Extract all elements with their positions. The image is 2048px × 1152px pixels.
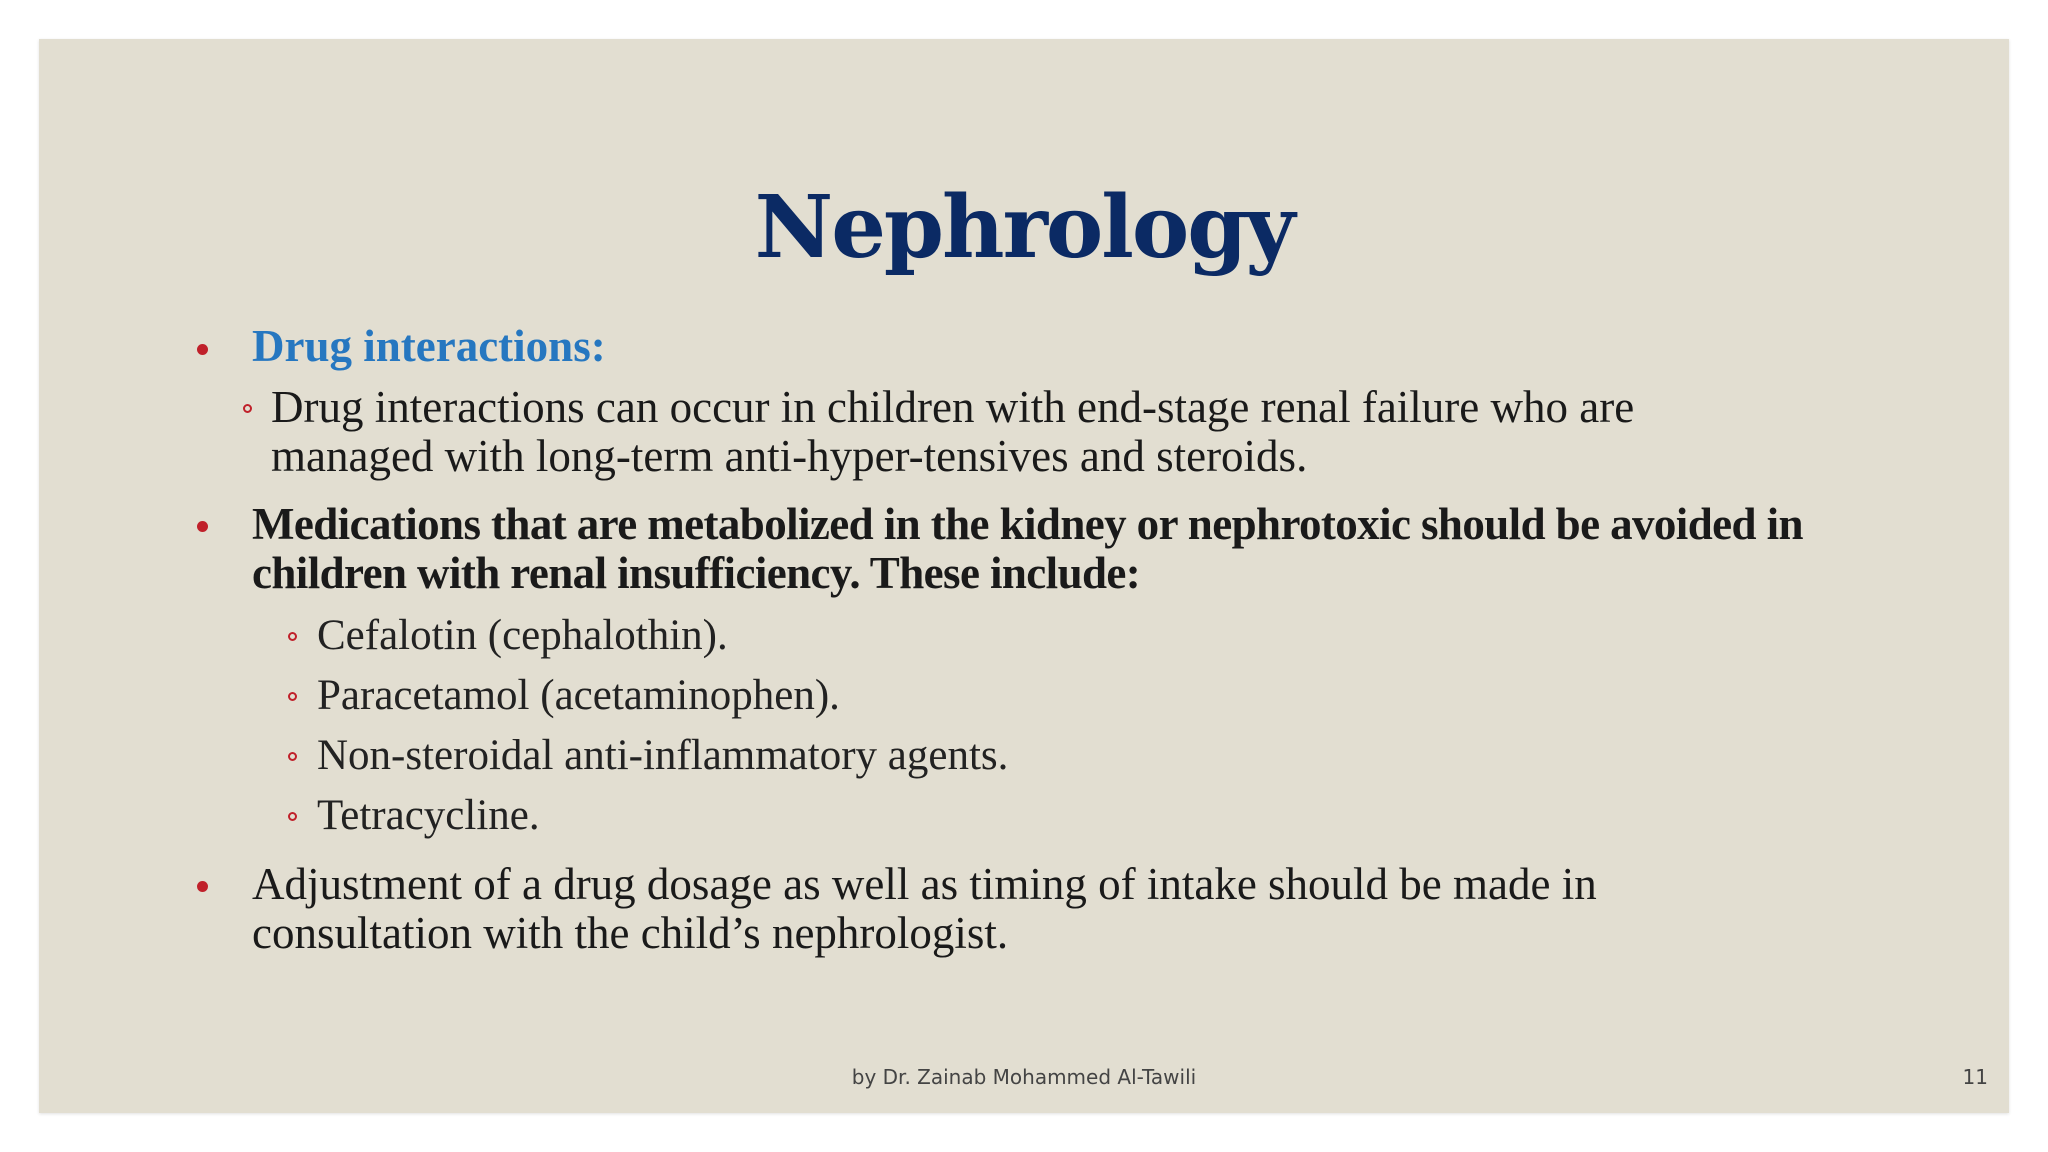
sub-bullet-ring-icon — [243, 404, 252, 413]
bullet-dot-icon — [197, 881, 208, 892]
sub-bullet-ring-icon — [288, 812, 297, 821]
bullet-line: children with renal insufficiency. These include: — [252, 548, 1141, 598]
sub-bullet-ring-icon — [288, 692, 297, 701]
slide-footer: by Dr. Zainab Mohammed Al-Tawili — [851, 1065, 1197, 1089]
bullet-line: consultation with the child’s nephrologist. — [252, 908, 1009, 958]
slide-title: Nephrology — [754, 177, 1294, 278]
sub-list-item: Non-steroidal anti-inflammatory agents. — [317, 732, 1009, 779]
sub-list-item: Tetracycline. — [317, 792, 540, 839]
sub-list-item: Cefalotin (cephalothin). — [317, 612, 728, 659]
bullet-line: Medications that are metabolized in the kidney or nephrotoxic should be avoided in — [252, 499, 1803, 549]
page-number: 11 — [1962, 1065, 1988, 1089]
bullet-heading-drug-interactions: Drug interactions: — [252, 321, 606, 371]
sub-bullet-ring-icon — [288, 752, 297, 761]
sub-item-line: Drug interactions can occur in children with end-stage renal failure who are — [271, 382, 1635, 432]
sub-item-line: managed with long-term anti-hyper-tensives and steroids. — [271, 431, 1308, 481]
sub-list-item: Paracetamol (acetaminophen). — [317, 672, 840, 719]
bullet-dot-icon — [197, 521, 208, 532]
sub-bullet-ring-icon — [288, 632, 297, 641]
bullet-line: Adjustment of a drug dosage as well as timing of intake should be made in — [252, 859, 1597, 909]
bullet-dot-icon — [197, 344, 208, 355]
